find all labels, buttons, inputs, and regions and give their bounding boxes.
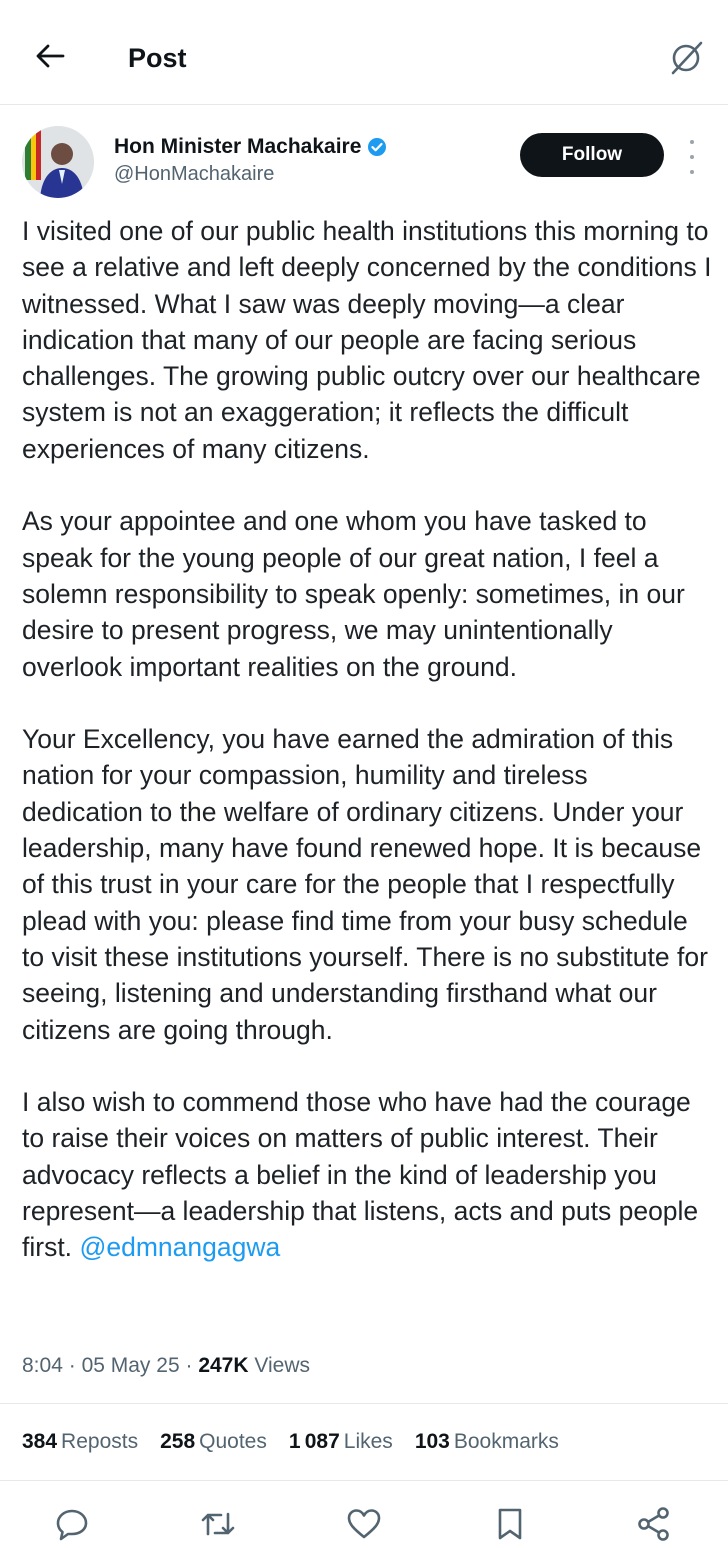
action-bar <box>0 1502 728 1548</box>
bookmark-button[interactable] <box>488 1502 532 1546</box>
share-icon <box>636 1506 672 1542</box>
stat-count: 384 <box>22 1430 58 1453</box>
back-arrow-icon <box>35 43 65 69</box>
post-time[interactable]: 8:04 <box>22 1354 63 1377</box>
engagement-stats <box>0 1403 728 1481</box>
post-metadata <box>22 1351 310 1381</box>
post-date[interactable]: 05 May 25 <box>81 1354 180 1377</box>
stat-count: 258 <box>160 1430 196 1453</box>
profile-photo <box>22 126 94 198</box>
views-label: Views <box>254 1354 310 1377</box>
stat-count: 103 <box>414 1430 450 1453</box>
more-options-icon[interactable] <box>682 140 702 174</box>
share-button[interactable] <box>632 1502 676 1546</box>
back-button[interactable] <box>30 36 70 76</box>
mention-link[interactable]: @edmnangagwa <box>79 1232 281 1263</box>
quotes-stat[interactable] <box>160 1430 267 1454</box>
post-paragraph-text: I also wish to commend those who have had the courage to raise their voices on matters of public interest. Their advocacy reflects a belief in the kind of leadership you represent—a leadership that listens, acts and puts people first. <box>22 1087 699 1263</box>
bookmarks-stat[interactable] <box>415 1430 559 1454</box>
repost-button[interactable] <box>196 1502 240 1546</box>
stat-label: Bookmarks <box>453 1430 559 1453</box>
post-paragraph: As your appointee and one whom you have tasked to speak for the young people of our great nation, I feel a solemn responsibility to speak openly: sometimes, in our desire to present progress, we may unintentionally overlook important realities on the ground. <box>22 506 685 682</box>
reposts-stat[interactable] <box>22 1430 138 1454</box>
reply-button[interactable] <box>50 1502 94 1546</box>
like-icon <box>346 1507 382 1541</box>
post-text <box>22 213 712 1302</box>
separator: · <box>185 1354 193 1377</box>
top-bar <box>0 0 728 105</box>
post-paragraph: I visited one of our public health institutions this morning to see a relative and left deeply concerned by the conditions I witnessed. What I saw was deeply moving—a clear indication that many of our people are facing serious challenges. The growing public outcry over our healthcare system is not an exaggeration; it reflects the difficult experiences of many citizens. <box>22 216 712 464</box>
author-handle[interactable]: @HonMachakaire <box>114 163 275 185</box>
stat-label: Likes <box>343 1430 393 1453</box>
likes-stat[interactable] <box>289 1430 393 1454</box>
author-name[interactable] <box>114 133 387 161</box>
views-count: 247K <box>198 1354 249 1377</box>
repost-icon <box>199 1506 237 1542</box>
follow-button[interactable]: Follow <box>520 133 664 177</box>
verified-badge-icon <box>367 137 387 157</box>
separator: · <box>68 1354 76 1377</box>
post-paragraph-last <box>22 1084 712 1265</box>
author-name-text: Hon Minister Machakaire <box>114 135 362 158</box>
grok-button[interactable] <box>664 36 708 80</box>
grok-icon <box>667 39 705 77</box>
like-button[interactable] <box>342 1502 386 1546</box>
stat-count: 1 087 <box>288 1430 340 1453</box>
reply-icon <box>54 1506 90 1542</box>
stat-label: Quotes <box>199 1430 267 1453</box>
bookmark-icon <box>495 1506 525 1542</box>
stat-label: Reposts <box>61 1430 139 1453</box>
page-title: Post <box>128 43 187 73</box>
avatar[interactable] <box>22 126 94 198</box>
post-paragraph: Your Excellency, you have earned the admiration of this nation for your compassion, humility and tireless dedication to the welfare of ordinary citizens. Under your leadership, many have found renewed hope. It is because of this trust in your care for the people that I respectfully plead with you: please find time from your busy schedule to visit these institutions yourself. There is no substitute for seeing, listening and understanding firsthand what our citizens are going through. <box>22 724 708 1045</box>
